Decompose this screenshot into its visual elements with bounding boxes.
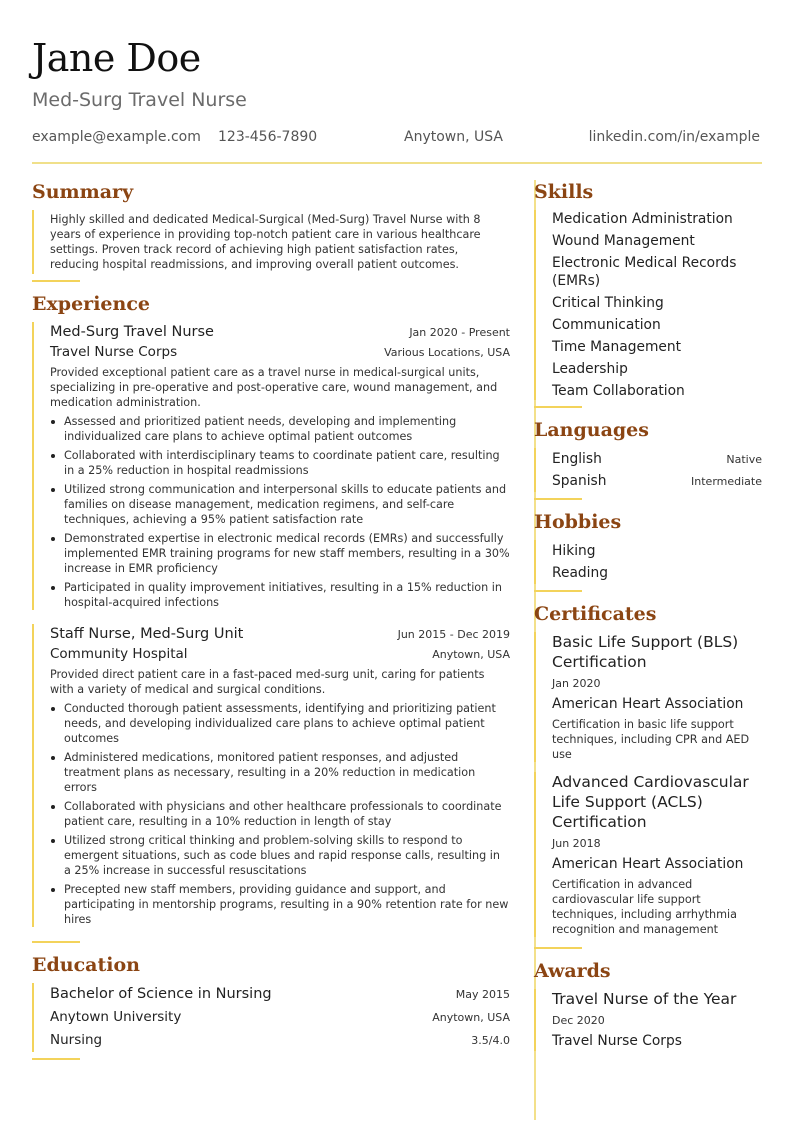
hobbies-list: [534, 540, 762, 584]
education-gpa: 3.5/4.0: [471, 1034, 510, 1047]
skill-item: Team Collaboration: [552, 383, 685, 399]
section-title-skills: Skills: [534, 181, 594, 203]
job-location: Various Locations, USA: [384, 346, 510, 359]
job-bullet-list: [50, 414, 510, 610]
job-bullet-list: [50, 701, 510, 927]
education-date: May 2015: [455, 988, 510, 1001]
skill-item: Leadership: [552, 361, 628, 377]
job-bullet: Participated in quality improvement initiatives, resulting in a 15% reduction in hospital-acquired infections: [50, 580, 510, 610]
skills-section: [534, 180, 762, 408]
job-title: Staff Nurse, Med-Surg Unit: [50, 626, 244, 642]
left-column: [32, 180, 510, 1070]
candidate-name: Jane Doe: [32, 36, 201, 80]
job-location: Anytown, USA: [432, 648, 510, 661]
certificate-date: Jun 2018: [552, 837, 601, 850]
certificate-description: Certification in basic life support techniques, including CPR and AED use: [552, 718, 750, 761]
certificate-entry: [534, 772, 762, 937]
section-title-education: Education: [32, 954, 140, 976]
job-bullet: Utilized strong critical thinking and problem-solving skills to respond to emergent situations, such as code blues and rapid response calls, resulting in a 25% increase in successful resuscitations: [50, 833, 510, 878]
header-divider: [32, 162, 762, 164]
job-bullet: Collaborated with physicians and other healthcare professionals to coordinate patient care, resulting in a 10% reduction in length of stay: [50, 799, 510, 829]
job-bullet: Collaborated with interdisciplinary teams to coordinate patient care, resulting in a 25% reduction in hospital readmissions: [50, 448, 510, 478]
job-entry: [32, 624, 510, 927]
education-school: Anytown University: [50, 1009, 182, 1025]
education-entry: [32, 983, 510, 1052]
language-name: Spanish: [552, 473, 607, 489]
hobbies-section: [534, 510, 762, 592]
job-date: Jan 2020 - Present: [409, 326, 510, 339]
education-location: Anytown, USA: [432, 1011, 510, 1024]
certificate-description: Certification in advanced cardiovascular life support techniques, including arrhythmia recognition and management: [552, 878, 737, 936]
experience-section: [32, 292, 510, 943]
languages-list: [534, 448, 762, 492]
skill-item: Time Management: [552, 339, 682, 355]
section-end-rule: [32, 280, 80, 282]
award-title: Travel Nurse of the Year: [552, 990, 737, 1008]
award-entry: [534, 989, 762, 1051]
candidate-role: Med-Surg Travel Nurse: [32, 89, 247, 111]
summary-section: [32, 180, 510, 282]
education-section: [32, 953, 510, 1060]
certificate-title: Advanced Cardiovascular Life Support (ACLS) Certification: [552, 773, 749, 831]
job-organization: Travel Nurse Corps: [50, 344, 178, 360]
section-end-rule: [32, 1058, 80, 1060]
job-organization: Community Hospital: [50, 646, 188, 662]
section-end-rule: [534, 947, 582, 949]
award-issuer: Travel Nurse Corps: [552, 1033, 682, 1049]
education-degree: Bachelor of Science in Nursing: [50, 986, 272, 1002]
skill-item: Critical Thinking: [552, 295, 664, 311]
certificates-section: [534, 602, 762, 949]
certificate-entry: [534, 632, 762, 762]
hobby-item: Reading: [552, 565, 609, 581]
education-field: Nursing: [50, 1032, 103, 1048]
section-title-awards: Awards: [534, 960, 611, 982]
hobby-item: Hiking: [552, 543, 596, 559]
section-end-rule: [534, 498, 582, 500]
contact-location: Anytown, USA: [404, 129, 503, 145]
contact-linkedin[interactable]: linkedin.com/in/example: [588, 129, 760, 145]
certificate-issuer: American Heart Association: [552, 696, 744, 712]
language-level: Native: [726, 453, 762, 466]
section-title-experience: Experience: [32, 293, 150, 315]
section-title-languages: Languages: [534, 419, 649, 441]
right-column: [534, 180, 762, 1051]
summary-body: [32, 210, 510, 274]
section-title-certificates: Certificates: [534, 603, 657, 625]
job-date: Jun 2015 - Dec 2019: [397, 628, 510, 641]
section-end-rule: [534, 590, 582, 592]
job-bullet: Assessed and prioritized patient needs, developing and implementing individualized care plans to achieve optimal patient outcomes: [50, 414, 510, 444]
skills-list: [534, 210, 762, 400]
summary-text: Highly skilled and dedicated Medical-Surgical (Med-Surg) Travel Nurse with 8 years of experience in providing top-notch patient care in various healthcare settings. Proven track record of achieving high patient satisfaction rates, reducing hospital readmissions, and improving overall patient outcomes.: [50, 213, 481, 271]
job-description: Provided exceptional patient care as a travel nurse in medical-surgical units, specializing in pre-operative and post-operative care, wound management, and medication administration.: [50, 366, 498, 409]
job-bullet: Administered medications, monitored patient responses, and adjusted treatment plans as necessary, resulting in a 20% reduction in medication errors: [50, 750, 510, 795]
language-level: Intermediate: [691, 475, 762, 488]
section-title-summary: Summary: [32, 181, 134, 203]
job-bullet: Utilized strong communication and interpersonal skills to educate patients and families on disease management, medication regimens, and self-care techniques, achieving a 95% patient satisfaction rate: [50, 482, 510, 527]
section-end-rule: [32, 941, 80, 943]
contact-email[interactable]: example@example.com: [32, 129, 201, 145]
job-bullet: Demonstrated expertise in electronic medical records (EMRs) and successfully implemented EMR training programs for new staff members, resulting in a 30% increase in EMR proficiency: [50, 531, 510, 576]
section-title-hobbies: Hobbies: [534, 511, 622, 533]
skill-item: Communication: [552, 317, 661, 333]
award-date: Dec 2020: [552, 1014, 605, 1027]
job-bullet: Conducted thorough patient assessments, identifying and prioritizing patient needs, and developing individualized care plans to achieve optimal patient outcomes: [50, 701, 510, 746]
skill-item: Medication Administration: [552, 211, 733, 227]
job-title: Med-Surg Travel Nurse: [50, 324, 214, 340]
languages-section: [534, 418, 762, 500]
job-entry: [32, 322, 510, 610]
certificate-issuer: American Heart Association: [552, 856, 744, 872]
certificate-date: Jan 2020: [552, 677, 601, 690]
job-bullet: Precepted new staff members, providing guidance and support, and participating in mentorship programs, resulting in a 90% retention rate for new hires: [50, 882, 510, 927]
contact-phone: 123-456-7890: [218, 129, 318, 145]
skill-item: Wound Management: [552, 233, 695, 249]
certificate-title: Basic Life Support (BLS) Certification: [552, 633, 739, 671]
language-name: English: [552, 451, 602, 467]
awards-section: [534, 959, 762, 1051]
skill-item: Electronic Medical Records (EMRs): [552, 255, 737, 289]
job-description: Provided direct patient care in a fast-paced med-surg unit, caring for patients with a variety of medical and surgical conditions.: [50, 668, 485, 696]
section-end-rule: [534, 406, 582, 408]
